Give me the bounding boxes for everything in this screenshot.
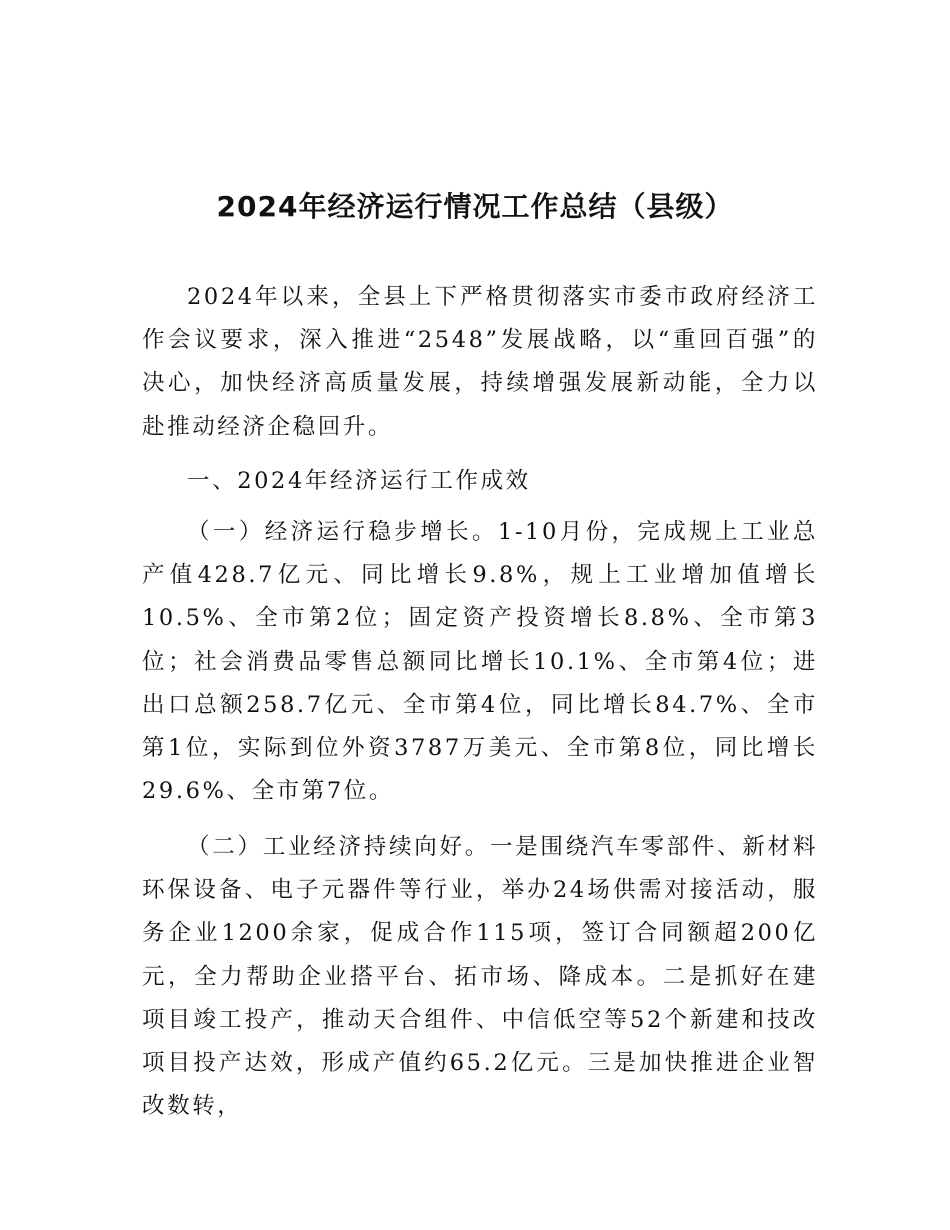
section-heading: 一、2024年经济运行工作成效: [187, 468, 531, 494]
economic-growth-paragraph: （一）经济运行稳步增长。1-10月份，完成规上工业总产值428.7亿元、同比增长9.8%，规上工业增加值增长10.5%、全市第2位；固定资产投资增长8.8%、全市第3位；社会消费品零售总额同比增长10.1%、全市第4位；进出口总额258.7亿元、全市第4位，同比增长84.7%、全市第1位，实际到位外资3787万美元、全市第8位，同比增长29.6%、全市第7位。: [142, 519, 818, 805]
section-heading-block: [142, 460, 818, 503]
industrial-economy-paragraph: （二）工业经济持续向好。一是围绕汽车零部件、新材料环保设备、电子元器件等行业，举办24场供需对接活动，服务企业1200余家，促成合作115项，签订合同额超200亿元，全力帮助企业搭平台、拓市场、降成本。二是抓好在建项目竣工投产，推动天合组件、中信低空等52个新建和技改项目投产达效，形成产值约65.2亿元。三是加快推进企业智改数转，: [142, 834, 818, 1120]
intro-paragraph-block: [142, 276, 818, 449]
intro-paragraph: 2024年以来，全县上下严格贯彻落实市委市政府经济工作会议要求，深入推进“2548”发展战略，以“重回百强”的决心，加快经济高质量发展，持续增强发展新动能，全力以赴推动经济企稳回升。: [142, 284, 818, 440]
economic-growth-paragraph-block: [142, 511, 818, 813]
industrial-economy-paragraph-block: [142, 826, 818, 1128]
document-title: 2024年经济运行情况工作总结（县级）: [216, 189, 734, 223]
